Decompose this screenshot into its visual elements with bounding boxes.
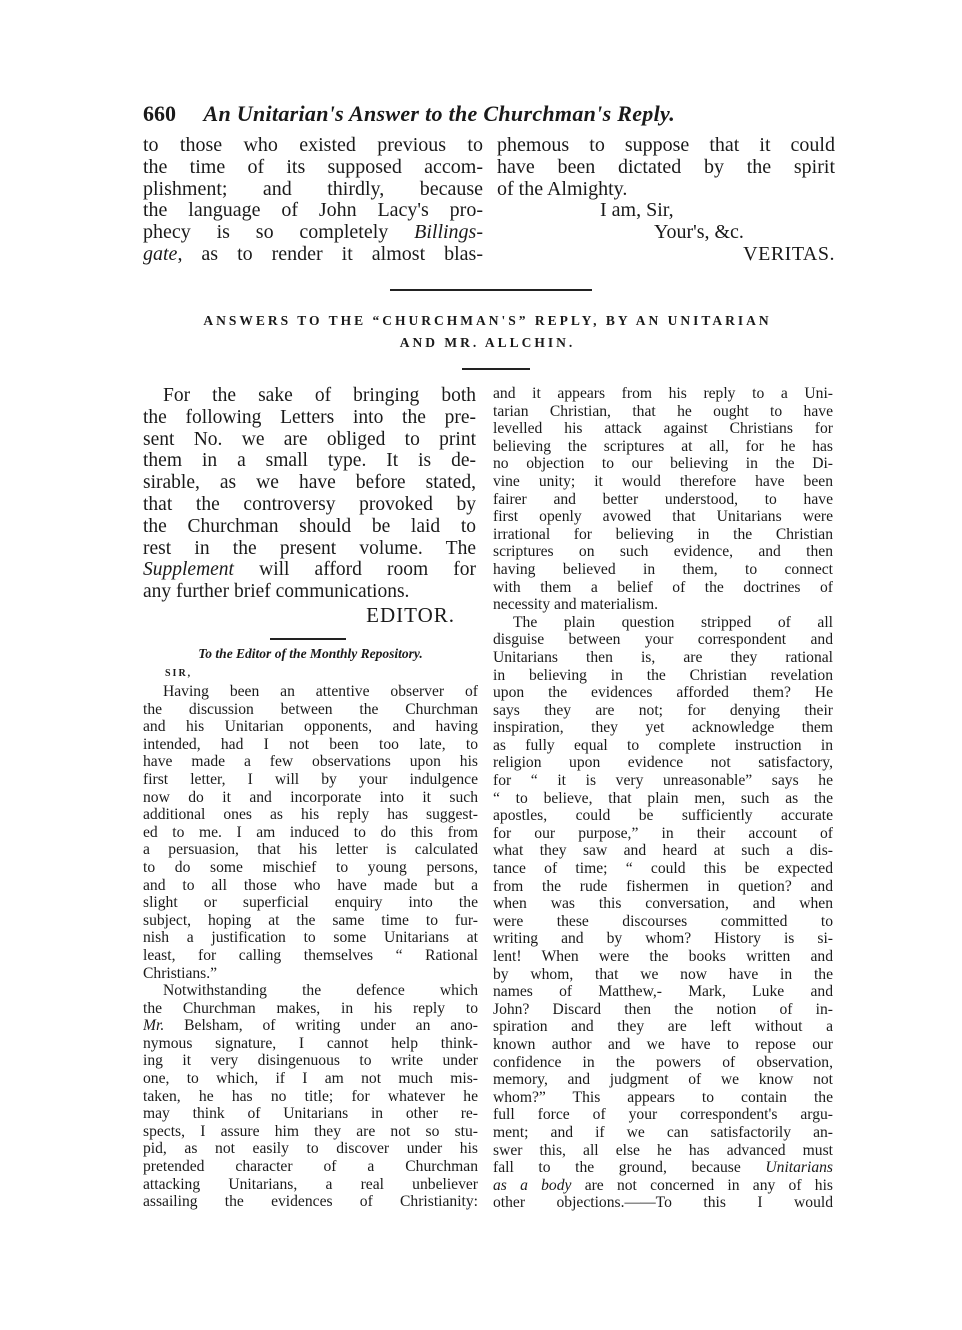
text-line: sirable, as we have before stated,	[143, 472, 476, 494]
text-line: slight or superficial enquiry into the	[143, 894, 478, 912]
text-line: rest in the present volume. The	[143, 537, 476, 559]
text-line: plishment; and thirdly, because	[143, 178, 483, 200]
text-line: to those who existed previous to	[143, 135, 483, 156]
text-line: them in a small type. It is de-	[143, 450, 476, 472]
text-line: least, for calling themselves “ Rational	[143, 946, 478, 964]
letter-left-column	[143, 683, 478, 1211]
text-line: upon the evidences afforded them? He	[493, 684, 833, 702]
text-line: fairer and better understood, to have	[493, 490, 833, 508]
italic-text: Billings-	[414, 222, 483, 244]
text-line: one, to which, if I am not much mis-	[143, 1070, 478, 1088]
text-line: and it appears from his reply to a Uni-	[493, 385, 833, 402]
italic-text: Unitarians	[765, 1159, 833, 1177]
salutation: SIR,	[165, 668, 193, 679]
letter-divider	[270, 638, 346, 640]
text-line: nish a justification to some Unitarians at	[143, 929, 478, 947]
text-line: lent! When were the books written and	[493, 948, 833, 965]
article-heading	[140, 310, 835, 354]
text-line: spects, I assure him they are not so stu-	[143, 1122, 478, 1140]
text-line: Unitarians then is, are they rational	[493, 648, 833, 666]
text-line: phemous to suppose that it could	[497, 135, 835, 156]
text-segment: will afford room for	[233, 559, 476, 581]
text-line: for our purpose,” in their account of	[493, 824, 833, 842]
paragraph	[143, 683, 478, 982]
text-line: writing and by whom? History is si-	[493, 930, 833, 948]
text-line: in believing in the Christian revelation	[493, 666, 833, 684]
text-line: additional ones as his reply has suggest-	[143, 806, 478, 824]
text-line: nymous signature, I cannot help think-	[143, 1034, 478, 1052]
text-line: by whom, that we now have in the	[493, 965, 833, 983]
text-line: necessity and materialism.	[493, 596, 658, 614]
text-line: the language of John Lacy's pro-	[143, 200, 483, 222]
text-line: “ to believe, that plain men, such as the	[493, 789, 833, 807]
text-line: as fully equal to complete instruction in	[493, 736, 833, 754]
paragraph	[493, 385, 833, 614]
text-line: memory, and judgment of we know not	[493, 1071, 833, 1089]
text-line: to do some mischief to young persons,	[143, 858, 478, 876]
text-line: vine unity; it would therefore have been	[493, 472, 833, 490]
text-line: known author and we have to repose our	[493, 1035, 833, 1053]
text-line: names of Matthew,- Mark, Luke and	[493, 983, 833, 1001]
text-line: the discussion between the Churchman	[143, 700, 478, 718]
article-heading-line-2: AND MR. ALLCHIN.	[399, 335, 576, 350]
text-segment: are not concerned in any of his	[571, 1176, 833, 1194]
text-segment: phecy is so completely	[143, 222, 415, 244]
text-line: what they saw and heard at such a dis-	[493, 842, 833, 860]
top-right-column	[497, 135, 835, 266]
text-line: assailing the evidences of Christianity:	[143, 1193, 478, 1211]
text-line	[493, 1177, 833, 1195]
text-line: having believed in them, to connect	[493, 560, 833, 578]
top-right-lines	[497, 135, 835, 200]
text-line: full force of your correspondent's argu-	[493, 1106, 833, 1124]
section-divider	[390, 289, 592, 291]
text-line: the Churchman should be laid to	[143, 515, 476, 537]
text-line	[143, 244, 483, 266]
text-line: other objections.——To this I would	[493, 1194, 833, 1212]
text-line: disguise between your correspondent and	[493, 631, 833, 649]
article-heading-line-1: ANSWERS TO THE “CHURCHMAN'S” REPLY, BY AN UNITARIAN	[203, 313, 772, 328]
signature-veritas: VERITAS.	[743, 242, 835, 265]
text-line	[143, 559, 476, 581]
text-line: Notwithstanding the defence which	[163, 982, 478, 1000]
text-line: may think of Unitarians in other re-	[143, 1105, 478, 1123]
text-line: first letter, I will by your indulgence	[143, 770, 478, 788]
text-line: Having been an attentive observer of	[163, 683, 478, 700]
letter-right-column	[493, 385, 833, 1212]
paragraph	[143, 982, 478, 1211]
text-line	[143, 222, 483, 244]
text-line: levelled his attack against Christians for	[493, 420, 833, 438]
text-segment: fall to the ground, because	[493, 1159, 766, 1177]
editor-note	[143, 385, 476, 603]
letter-heading: To the Editor of the Monthly Repository.	[198, 646, 423, 661]
text-line: no objection to our believing in the Di-	[493, 455, 833, 473]
text-line: confidence in the powers of observation,	[493, 1053, 833, 1071]
text-line: John? Discard then the notion of in-	[493, 1000, 833, 1018]
text-line	[143, 1017, 478, 1035]
text-line: taken, he has no title; for whatever he	[143, 1087, 478, 1105]
text-line: first openly avowed that Unitarians were	[493, 508, 833, 526]
text-line: pid, as not easily to discover under his	[143, 1140, 478, 1158]
text-line: ment; and if we can satisfactorily an-	[493, 1123, 833, 1141]
top-left-column	[143, 135, 483, 266]
text-line: For the sake of bringing both	[163, 385, 476, 406]
editor-signature: EDITOR.	[366, 603, 455, 627]
text-line: religion upon evidence not satisfactory,	[493, 754, 833, 772]
page-number: 660	[143, 101, 176, 126]
text-line: ing it very disingenuous to write under	[143, 1052, 478, 1070]
italic-text: as a body	[493, 1176, 572, 1194]
text-line: inspiration, they yet acknowledge them	[493, 719, 833, 737]
text-line: believing the scriptures at all, for he has	[493, 437, 833, 455]
text-line: scriptures on such evidence, and then	[493, 543, 833, 561]
italic-text: Supplement	[143, 559, 234, 581]
text-line: sent No. we are obliged to print	[143, 428, 476, 450]
text-line: says they are not; for denying their	[493, 701, 833, 719]
text-line: have been dictated by the spirit	[497, 156, 835, 178]
text-line: for “ it is very unreasonable” says he	[493, 772, 833, 790]
text-line: intended, had I not been too late, to	[143, 735, 478, 753]
text-segment: Belsham, of writing under an ano-	[164, 1017, 478, 1035]
text-line: attacking Unitarians, a real unbeliever	[143, 1175, 478, 1193]
running-header	[143, 100, 843, 128]
text-line: of the Almighty.	[497, 178, 628, 200]
text-line: spiration and they are left without a	[493, 1018, 833, 1036]
text-line: tarian Christian, that he ought to have	[493, 402, 833, 420]
paragraph	[493, 614, 833, 1212]
text-line: pretended character of a Churchman	[143, 1158, 478, 1176]
closing: I am, Sir,	[600, 199, 674, 222]
text-line: the following Letters into the pre-	[143, 406, 476, 428]
italic-text: gate	[143, 243, 178, 265]
text-line: whom?” This appears to contain the	[493, 1088, 833, 1106]
text-line	[493, 1159, 833, 1177]
text-line: apostles, could be sufficiently accurate	[493, 807, 833, 825]
text-line: have made a few observations upon his	[143, 753, 478, 771]
text-line: swer this, all else he has advanced must	[493, 1141, 833, 1159]
text-line: ed to me. I am induced to do this from	[143, 823, 478, 841]
text-line: and to all those who have made but a	[143, 876, 478, 894]
italic-text: Mr.	[143, 1017, 165, 1035]
text-segment: , as to render it almost blas-	[177, 243, 483, 265]
text-line: when was this conversation, and when	[493, 895, 833, 913]
text-line: the time of its supposed accom-	[143, 156, 483, 178]
text-line: the Churchman makes, in his reply to	[143, 999, 478, 1017]
text-line: Christians.”	[143, 964, 218, 982]
text-line: now do it and incorporate into it such	[143, 788, 478, 806]
valediction: Your's, &c.	[654, 221, 744, 244]
text-line: The plain question stripped of all	[513, 613, 833, 631]
text-line: any further brief communications.	[143, 581, 410, 603]
heading-divider	[462, 368, 530, 370]
text-line: were these discourses committed to	[493, 912, 833, 930]
text-line: a persuasion, that his letter is calculated	[143, 841, 478, 859]
text-line: from the rude fishermen in quetion? and	[493, 877, 833, 895]
text-line: and his Unitarian opponents, and having	[143, 718, 478, 736]
text-line: subject, hoping at the same time to fur-	[143, 911, 478, 929]
running-title: An Unitarian's Answer to the Churchman's Reply.	[203, 101, 676, 126]
text-line: tance of time; “ could this be expected	[493, 860, 833, 878]
text-line: that the controversy provoked by	[143, 493, 476, 515]
text-line: irrational for believing in the Christian	[493, 525, 833, 543]
text-line: with them a belief of the doctrines of	[493, 578, 833, 596]
